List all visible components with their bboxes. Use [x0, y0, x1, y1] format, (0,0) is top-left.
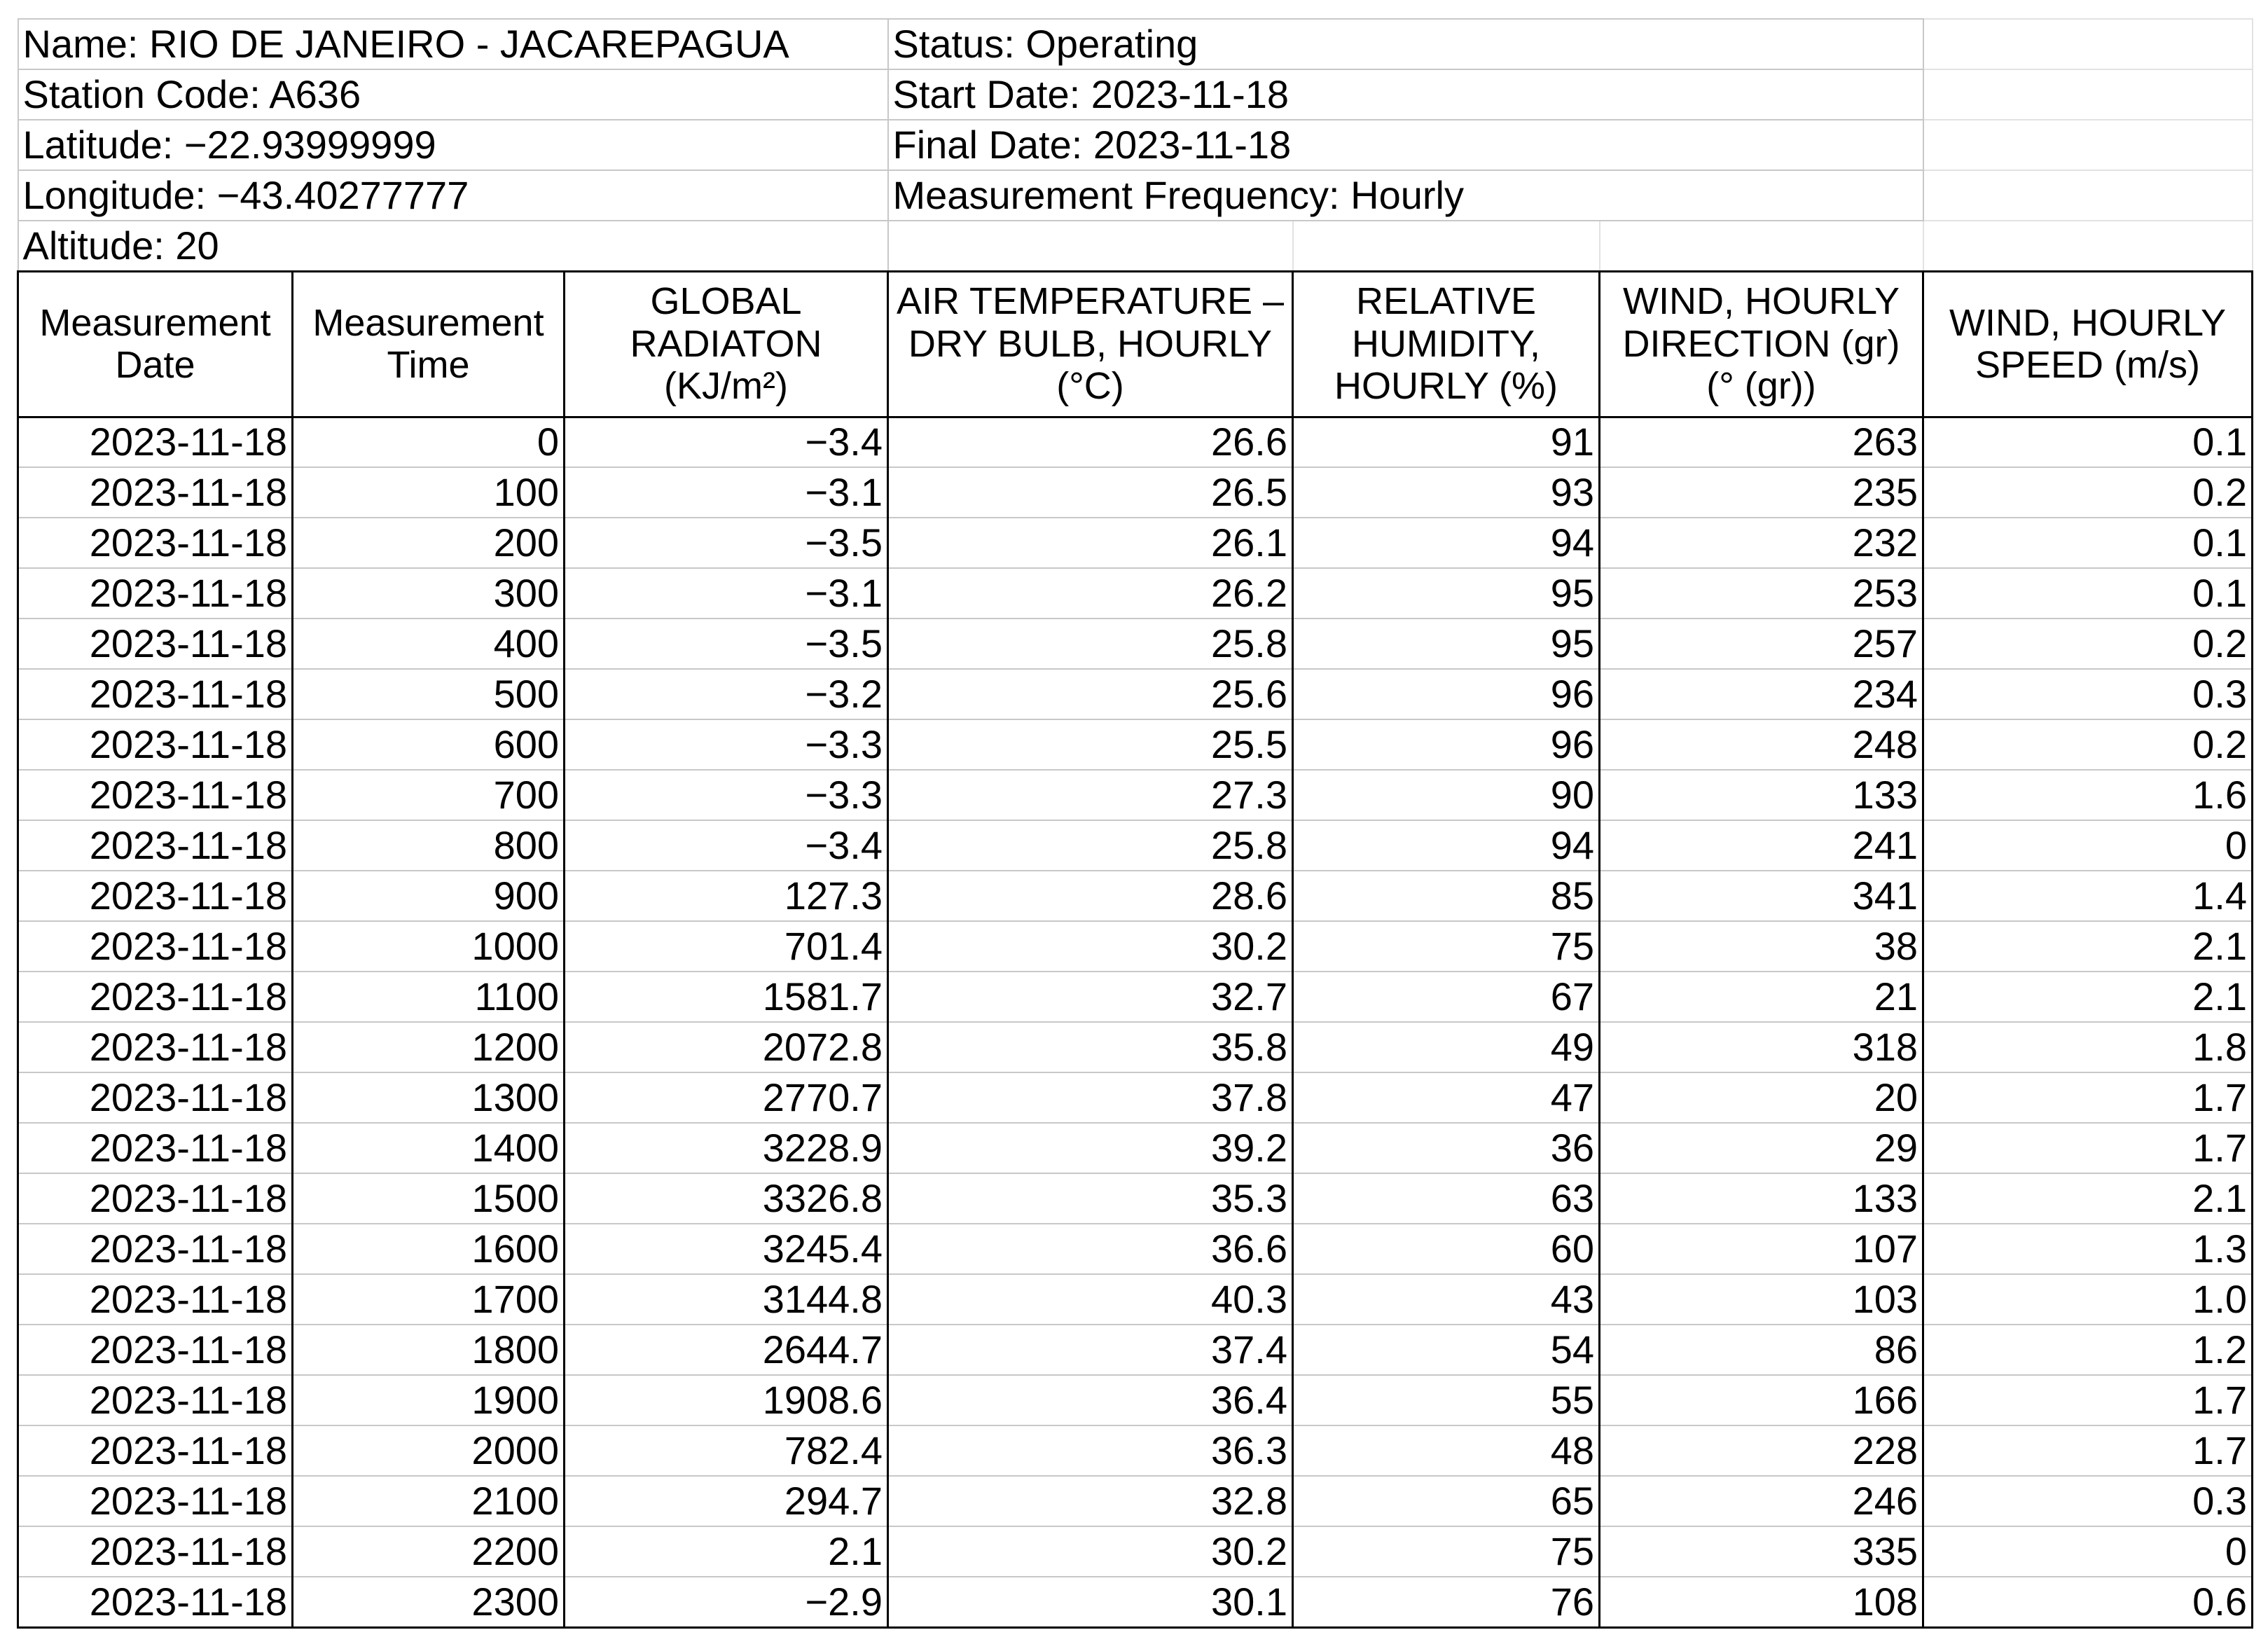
radiation-cell[interactable]: −3.4 — [565, 417, 888, 467]
radiation-cell[interactable]: −3.5 — [565, 518, 888, 568]
table-row — [18, 1375, 2253, 1425]
temperature-cell[interactable]: 26.5 — [888, 467, 1293, 518]
temperature-cell[interactable]: 30.2 — [888, 1526, 1293, 1577]
date-cell[interactable]: 2023-11-18 — [18, 871, 293, 921]
time-cell[interactable]: 1300 — [293, 1072, 565, 1123]
radiation-cell[interactable]: −3.3 — [565, 719, 888, 770]
radiation-cell[interactable]: 782.4 — [565, 1425, 888, 1476]
header-wind-direction[interactable]: WIND, HOURLY DIRECTION (gr) (° (gr)) — [1600, 271, 1923, 417]
table-row — [18, 1325, 2253, 1375]
temperature-cell[interactable]: 27.3 — [888, 770, 1293, 820]
empty-cell[interactable] — [1923, 120, 2253, 170]
wind-direction-cell[interactable]: 232 — [1600, 518, 1923, 568]
date-cell[interactable]: 2023-11-18 — [18, 1375, 293, 1425]
wind-speed-cell[interactable]: 0.1 — [1923, 518, 2253, 568]
table-row — [18, 1123, 2253, 1173]
wind-speed-cell[interactable]: 1.6 — [1923, 770, 2253, 820]
radiation-cell[interactable]: 294.7 — [565, 1476, 888, 1526]
measurement-frequency-cell[interactable]: Measurement Frequency: Hourly — [888, 170, 1923, 221]
humidity-cell[interactable]: 90 — [1293, 770, 1600, 820]
wind-direction-cell[interactable]: 103 — [1600, 1274, 1923, 1325]
wind-speed-cell[interactable]: 0.1 — [1923, 417, 2253, 467]
table-row — [18, 719, 2253, 770]
temperature-cell[interactable]: 40.3 — [888, 1274, 1293, 1325]
header-measurement-time[interactable]: Measurement Time — [293, 271, 565, 417]
date-cell[interactable]: 2023-11-18 — [18, 518, 293, 568]
date-cell[interactable]: 2023-11-18 — [18, 1274, 293, 1325]
wind-speed-cell[interactable]: 1.4 — [1923, 871, 2253, 921]
wind-direction-cell[interactable]: 234 — [1600, 669, 1923, 719]
humidity-cell[interactable]: 65 — [1293, 1476, 1600, 1526]
time-cell[interactable]: 1100 — [293, 972, 565, 1022]
altitude-cell[interactable]: Altitude: 20 — [18, 221, 888, 271]
header-measurement-date[interactable]: Measurement Date — [18, 271, 293, 417]
humidity-cell[interactable]: 96 — [1293, 719, 1600, 770]
time-cell[interactable]: 900 — [293, 871, 565, 921]
meta-row-code — [18, 69, 2253, 120]
empty-cell[interactable] — [1923, 19, 2253, 69]
wind-speed-cell[interactable]: 0 — [1923, 820, 2253, 871]
wind-direction-cell[interactable]: 133 — [1600, 770, 1923, 820]
time-cell[interactable]: 1700 — [293, 1274, 565, 1325]
radiation-cell[interactable]: 3144.8 — [565, 1274, 888, 1325]
humidity-cell[interactable]: 76 — [1293, 1577, 1600, 1627]
header-wind-speed[interactable]: WIND, HOURLY SPEED (m/s) — [1923, 271, 2253, 417]
radiation-cell[interactable]: −3.2 — [565, 669, 888, 719]
humidity-cell[interactable]: 94 — [1293, 820, 1600, 871]
wind-speed-cell[interactable]: 0.3 — [1923, 669, 2253, 719]
weather-station-sheet — [17, 18, 2253, 1629]
humidity-cell[interactable]: 85 — [1293, 871, 1600, 921]
wind-speed-cell[interactable]: 2.1 — [1923, 1173, 2253, 1224]
time-cell[interactable]: 2300 — [293, 1577, 565, 1627]
date-cell[interactable]: 2023-11-18 — [18, 1325, 293, 1375]
table-row — [18, 669, 2253, 719]
temperature-cell[interactable]: 36.6 — [888, 1224, 1293, 1274]
temperature-cell[interactable]: 30.2 — [888, 921, 1293, 972]
station-code-cell[interactable]: Station Code: A636 — [18, 69, 888, 120]
time-cell[interactable]: 2200 — [293, 1526, 565, 1577]
wind-speed-cell[interactable]: 2.1 — [1923, 921, 2253, 972]
radiation-cell[interactable]: −3.1 — [565, 467, 888, 518]
table-row — [18, 1526, 2253, 1577]
radiation-cell[interactable]: 701.4 — [565, 921, 888, 972]
temperature-cell[interactable]: 36.4 — [888, 1375, 1293, 1425]
time-cell[interactable]: 1900 — [293, 1375, 565, 1425]
humidity-cell[interactable]: 60 — [1293, 1224, 1600, 1274]
temperature-cell[interactable]: 25.8 — [888, 619, 1293, 669]
radiation-cell[interactable]: 2770.7 — [565, 1072, 888, 1123]
table-row — [18, 921, 2253, 972]
station-status-cell[interactable]: Status: Operating — [888, 19, 1923, 69]
meta-row-name — [18, 19, 2253, 69]
radiation-cell[interactable]: 2644.7 — [565, 1325, 888, 1375]
time-cell[interactable]: 0 — [293, 417, 565, 467]
time-cell[interactable]: 1200 — [293, 1022, 565, 1072]
table-row — [18, 1072, 2253, 1123]
table-row — [18, 871, 2253, 921]
temperature-cell[interactable]: 25.8 — [888, 820, 1293, 871]
wind-direction-cell[interactable]: 318 — [1600, 1022, 1923, 1072]
wind-direction-cell[interactable]: 246 — [1600, 1476, 1923, 1526]
wind-direction-cell[interactable]: 263 — [1600, 417, 1923, 467]
temperature-cell[interactable]: 35.3 — [888, 1173, 1293, 1224]
radiation-cell[interactable]: 2072.8 — [565, 1022, 888, 1072]
humidity-cell[interactable]: 94 — [1293, 518, 1600, 568]
station-name-cell[interactable]: Name: RIO DE JANEIRO - JACAREPAGUA — [18, 19, 888, 69]
time-cell[interactable]: 500 — [293, 669, 565, 719]
time-cell[interactable]: 800 — [293, 820, 565, 871]
table-row — [18, 1022, 2253, 1072]
wind-direction-cell[interactable]: 228 — [1600, 1425, 1923, 1476]
humidity-cell[interactable]: 47 — [1293, 1072, 1600, 1123]
humidity-cell[interactable]: 75 — [1293, 921, 1600, 972]
header-global-radiation[interactable]: GLOBAL RADIATON (KJ/m²) — [565, 271, 888, 417]
wind-direction-cell[interactable]: 241 — [1600, 820, 1923, 871]
table-row — [18, 568, 2253, 619]
wind-speed-cell[interactable]: 2.1 — [1923, 972, 2253, 1022]
table-row — [18, 972, 2253, 1022]
radiation-cell[interactable]: 2.1 — [565, 1526, 888, 1577]
wind-direction-cell[interactable]: 29 — [1600, 1123, 1923, 1173]
temperature-cell[interactable]: 36.3 — [888, 1425, 1293, 1476]
humidity-cell[interactable]: 43 — [1293, 1274, 1600, 1325]
date-cell[interactable]: 2023-11-18 — [18, 417, 293, 467]
wind-direction-cell[interactable]: 257 — [1600, 619, 1923, 669]
date-cell[interactable]: 2023-11-18 — [18, 1476, 293, 1526]
header-relative-humidity[interactable]: RELATIVE HUMIDITY, HOURLY (%) — [1293, 271, 1600, 417]
table-row — [18, 1425, 2253, 1476]
start-date-cell[interactable]: Start Date: 2023-11-18 — [888, 69, 1923, 120]
longitude-cell[interactable]: Longitude: −43.40277777 — [18, 170, 888, 221]
humidity-cell[interactable]: 49 — [1293, 1022, 1600, 1072]
table-row — [18, 770, 2253, 820]
wind-direction-cell[interactable]: 166 — [1600, 1375, 1923, 1425]
table-row — [18, 1173, 2253, 1224]
meta-row-altitude — [18, 221, 2253, 271]
date-cell[interactable]: 2023-11-18 — [18, 1577, 293, 1627]
date-cell[interactable]: 2023-11-18 — [18, 568, 293, 619]
wind-direction-cell[interactable]: 248 — [1600, 719, 1923, 770]
time-cell[interactable]: 600 — [293, 719, 565, 770]
time-cell[interactable]: 2000 — [293, 1425, 565, 1476]
time-cell[interactable]: 100 — [293, 467, 565, 518]
wind-direction-cell[interactable]: 133 — [1600, 1173, 1923, 1224]
time-cell[interactable]: 2100 — [293, 1476, 565, 1526]
time-cell[interactable]: 1000 — [293, 921, 565, 972]
table-row — [18, 619, 2253, 669]
meta-row-longitude — [18, 170, 2253, 221]
date-cell[interactable]: 2023-11-18 — [18, 1224, 293, 1274]
temperature-cell[interactable]: 32.7 — [888, 972, 1293, 1022]
humidity-cell[interactable]: 95 — [1293, 568, 1600, 619]
empty-cell[interactable] — [1293, 221, 1600, 271]
final-date-cell[interactable]: Final Date: 2023-11-18 — [888, 120, 1923, 170]
wind-direction-cell[interactable]: 107 — [1600, 1224, 1923, 1274]
wind-speed-cell[interactable]: 1.7 — [1923, 1375, 2253, 1425]
radiation-cell[interactable]: 127.3 — [565, 871, 888, 921]
wind-speed-cell[interactable]: 0 — [1923, 1526, 2253, 1577]
temperature-cell[interactable]: 30.1 — [888, 1577, 1293, 1627]
wind-speed-cell[interactable]: 0.1 — [1923, 568, 2253, 619]
wind-speed-cell[interactable]: 1.7 — [1923, 1425, 2253, 1476]
time-cell[interactable]: 1500 — [293, 1173, 565, 1224]
table-row — [18, 417, 2253, 467]
temperature-cell[interactable]: 37.4 — [888, 1325, 1293, 1375]
wind-speed-cell[interactable]: 1.2 — [1923, 1325, 2253, 1375]
empty-cell[interactable] — [888, 221, 1293, 271]
wind-direction-cell[interactable]: 20 — [1600, 1072, 1923, 1123]
humidity-cell[interactable]: 54 — [1293, 1325, 1600, 1375]
date-cell[interactable]: 2023-11-18 — [18, 719, 293, 770]
humidity-cell[interactable]: 36 — [1293, 1123, 1600, 1173]
wind-speed-cell[interactable]: 1.8 — [1923, 1022, 2253, 1072]
wind-direction-cell[interactable]: 86 — [1600, 1325, 1923, 1375]
date-cell[interactable]: 2023-11-18 — [18, 770, 293, 820]
empty-cell[interactable] — [1923, 221, 2253, 271]
table-row — [18, 1274, 2253, 1325]
header-air-temperature[interactable]: AIR TEMPERATURE – DRY BULB, HOURLY (°C) — [888, 271, 1293, 417]
date-cell[interactable]: 2023-11-18 — [18, 467, 293, 518]
wind-speed-cell[interactable]: 1.0 — [1923, 1274, 2253, 1325]
humidity-cell[interactable]: 75 — [1293, 1526, 1600, 1577]
humidity-cell[interactable]: 63 — [1293, 1173, 1600, 1224]
temperature-cell[interactable]: 39.2 — [888, 1123, 1293, 1173]
radiation-cell[interactable]: 1908.6 — [565, 1375, 888, 1425]
wind-speed-cell[interactable]: 0.3 — [1923, 1476, 2253, 1526]
time-cell[interactable]: 1800 — [293, 1325, 565, 1375]
date-cell[interactable]: 2023-11-18 — [18, 820, 293, 871]
radiation-cell[interactable]: −3.1 — [565, 568, 888, 619]
radiation-cell[interactable]: 3228.9 — [565, 1123, 888, 1173]
table-row — [18, 1476, 2253, 1526]
temperature-cell[interactable]: 28.6 — [888, 871, 1293, 921]
temperature-cell[interactable]: 25.6 — [888, 669, 1293, 719]
humidity-cell[interactable]: 96 — [1293, 669, 1600, 719]
wind-speed-cell[interactable]: 0.2 — [1923, 719, 2253, 770]
table-row — [18, 1577, 2253, 1627]
temperature-cell[interactable]: 35.8 — [888, 1022, 1293, 1072]
date-cell[interactable]: 2023-11-18 — [18, 1022, 293, 1072]
table-row — [18, 820, 2253, 871]
time-cell[interactable]: 200 — [293, 518, 565, 568]
wind-speed-cell[interactable]: 0.6 — [1923, 1577, 2253, 1627]
wind-speed-cell[interactable]: 0.2 — [1923, 619, 2253, 669]
time-cell[interactable]: 700 — [293, 770, 565, 820]
date-cell[interactable]: 2023-11-18 — [18, 619, 293, 669]
wind-direction-cell[interactable]: 108 — [1600, 1577, 1923, 1627]
time-cell[interactable]: 400 — [293, 619, 565, 669]
temperature-cell[interactable]: 37.8 — [888, 1072, 1293, 1123]
wind-speed-cell[interactable]: 1.7 — [1923, 1072, 2253, 1123]
date-cell[interactable]: 2023-11-18 — [18, 1526, 293, 1577]
temperature-cell[interactable]: 26.2 — [888, 568, 1293, 619]
wind-direction-cell[interactable]: 341 — [1600, 871, 1923, 921]
empty-cell[interactable] — [1923, 69, 2253, 120]
wind-speed-cell[interactable]: 1.3 — [1923, 1224, 2253, 1274]
radiation-cell[interactable]: −3.4 — [565, 820, 888, 871]
table-row — [18, 467, 2253, 518]
humidity-cell[interactable]: 55 — [1293, 1375, 1600, 1425]
date-cell[interactable]: 2023-11-18 — [18, 1072, 293, 1123]
wind-speed-cell[interactable]: 1.7 — [1923, 1123, 2253, 1173]
date-cell[interactable]: 2023-11-18 — [18, 972, 293, 1022]
radiation-cell[interactable]: 1581.7 — [565, 972, 888, 1022]
radiation-cell[interactable]: 3245.4 — [565, 1224, 888, 1274]
temperature-cell[interactable]: 25.5 — [888, 719, 1293, 770]
latitude-cell[interactable]: Latitude: −22.93999999 — [18, 120, 888, 170]
date-cell[interactable]: 2023-11-18 — [18, 1123, 293, 1173]
wind-direction-cell[interactable]: 38 — [1600, 921, 1923, 972]
radiation-cell[interactable]: −3.5 — [565, 619, 888, 669]
temperature-cell[interactable]: 26.6 — [888, 417, 1293, 467]
date-cell[interactable]: 2023-11-18 — [18, 1173, 293, 1224]
meta-row-latitude — [18, 120, 2253, 170]
wind-direction-cell[interactable]: 253 — [1600, 568, 1923, 619]
radiation-cell[interactable]: 3326.8 — [565, 1173, 888, 1224]
empty-cell[interactable] — [1923, 170, 2253, 221]
table-row — [18, 1224, 2253, 1274]
empty-cell[interactable] — [1600, 221, 1923, 271]
radiation-cell[interactable]: −3.3 — [565, 770, 888, 820]
time-cell[interactable]: 1400 — [293, 1123, 565, 1173]
radiation-cell[interactable]: −2.9 — [565, 1577, 888, 1627]
humidity-cell[interactable]: 93 — [1293, 467, 1600, 518]
table-row — [18, 518, 2253, 568]
wind-speed-cell[interactable]: 0.2 — [1923, 467, 2253, 518]
time-cell[interactable]: 1600 — [293, 1224, 565, 1274]
temperature-cell[interactable]: 26.1 — [888, 518, 1293, 568]
date-cell[interactable]: 2023-11-18 — [18, 921, 293, 972]
wind-direction-cell[interactable]: 235 — [1600, 467, 1923, 518]
humidity-cell[interactable]: 95 — [1293, 619, 1600, 669]
date-cell[interactable]: 2023-11-18 — [18, 1425, 293, 1476]
date-cell[interactable]: 2023-11-18 — [18, 669, 293, 719]
time-cell[interactable]: 300 — [293, 568, 565, 619]
humidity-cell[interactable]: 91 — [1293, 417, 1600, 467]
column-header-row — [18, 271, 2253, 417]
humidity-cell[interactable]: 48 — [1293, 1425, 1600, 1476]
humidity-cell[interactable]: 67 — [1293, 972, 1600, 1022]
temperature-cell[interactable]: 32.8 — [888, 1476, 1293, 1526]
wind-direction-cell[interactable]: 335 — [1600, 1526, 1923, 1577]
wind-direction-cell[interactable]: 21 — [1600, 972, 1923, 1022]
